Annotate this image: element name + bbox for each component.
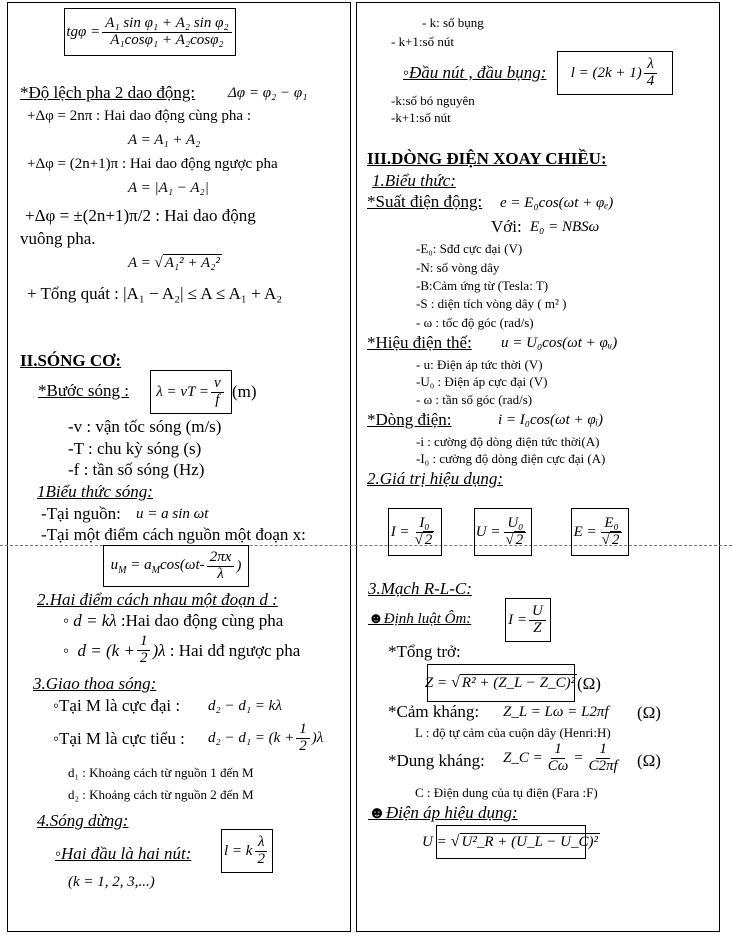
- general-condition: + Tổng quát : |A₁ − A₂| ≤ A ≤ A₁ + A₂: [27, 284, 283, 303]
- two-points-anti-phase: ◦ d = (k + $\frac{1}{2}$ )λ : Hai dđ ngược pha: [63, 633, 301, 666]
- omega-def: - ω : tốc độ góc (rad/s): [416, 315, 534, 330]
- phase-difference-title: *Độ lệch pha 2 dao động:: [20, 83, 196, 102]
- node-antinode-formula-box: l = (2k + 1) $\frac{\lambda}{4}$: [557, 51, 673, 95]
- with-label: Với:: [491, 217, 522, 236]
- S-def: -S : diện tích vòng dây ( m² ): [416, 296, 567, 311]
- section-2-title: II.SÓNG CƠ:: [20, 351, 122, 370]
- velocity-def: -v : vận tốc sóng (m/s): [68, 417, 222, 436]
- wave-at-point-formula-box: $u_M = a_M\cos(\omega t-$ $\frac{2\pi x}{\lambda}$ ): [103, 545, 249, 587]
- anti-phase-text: +Δφ = (2n+1)π : Hai dao động ngược pha: [27, 156, 278, 172]
- wavelength-formula-box: λ = vT = $\frac{v}{f}$: [150, 370, 232, 414]
- frequency-def: -f : tần số sóng (Hz): [68, 460, 205, 479]
- node-antinode-text: ◦Đầu nút , đầu bụng:: [403, 63, 547, 82]
- tan-phase-formula-box: [64, 8, 236, 56]
- with-formula: E₀ = NBSω: [530, 219, 600, 235]
- wavelength-label: *Bước sóng :: [38, 381, 129, 400]
- i-def: -i : cường độ dòng điện tức thời(A): [416, 434, 600, 449]
- at-source-formula: u = a sin ωt: [136, 506, 209, 522]
- d1-def: d₁ : Khoảng cách từ nguồn 1 đến M: [68, 765, 254, 780]
- tan-phase-denominator: A₁cosφ₁ + A₂cosφ₂: [110, 31, 224, 48]
- wave-expression-title: 1Biểu thức sóng:: [37, 482, 153, 501]
- standing-wave-title: 4.Sóng dừng:: [37, 811, 129, 830]
- rms-emf-box: E = $\frac{\text{E₀}}{√ 2}$: [571, 508, 629, 556]
- interference-title: 3.Giao thoa sóng:: [33, 674, 157, 693]
- capacitive-label: *Dung kháng:: [388, 751, 485, 770]
- k-antinode-def: - k: số bụng: [422, 15, 484, 30]
- in-phase-formula: A = A₁ + A₂: [128, 132, 201, 148]
- U0-def: -U₀ : Điện áp cực đại (V): [416, 374, 548, 389]
- emf-label: *Suất điện động:: [367, 192, 483, 211]
- inductive-formula: Z_L = Lω = L2πf: [503, 704, 609, 720]
- anti-phase-formula: A = |A₁ − A₂|: [128, 180, 209, 196]
- rms-voltage-label: ☻Điện áp hiệu dụng:: [368, 803, 518, 822]
- emf-formula: e = E₀cos(ωt + φₑ): [500, 195, 614, 211]
- C-def: C : Điện dung của tụ điện (Fara :F): [415, 785, 598, 800]
- I0-def: -I₀ : cường độ dòng điện cực đại (A): [416, 451, 606, 466]
- expression-title: 1.Biểu thức:: [372, 171, 456, 190]
- k-range: (k = 1, 2, 3,...): [68, 874, 155, 890]
- period-def: -T : chu kỳ sóng (s): [68, 439, 202, 458]
- minimum-text: ◦Tại M là cực tiểu :: [53, 729, 185, 748]
- wavelength-unit: (m): [232, 382, 257, 401]
- impedance-label: *Tổng trở:: [388, 642, 461, 661]
- tan-phase-numerator: A₁ sin φ₁ + A₂ sin φ₂: [102, 16, 231, 33]
- quadrature-text: +Δφ = ±(2n+1)π/2 : Hai dao động: [25, 206, 256, 225]
- current-formula: i = I₀cos(ωt + φᵢ): [498, 412, 604, 428]
- two-points-in-phase: ◦ d = kλ :Hai dao động cùng pha: [63, 611, 284, 630]
- omega-def-2: - ω : tần số góc (rad/s): [416, 392, 533, 407]
- impedance-unit: (Ω): [577, 674, 601, 693]
- phase-difference-formula: Δφ = φ₂ − φ₁: [228, 85, 308, 101]
- tan-phase-lhs: tgφ =: [66, 23, 101, 40]
- N-def: -N: số vòng dây: [416, 260, 500, 275]
- E0-def: -E₀: Sđđ cực đại (V): [416, 241, 523, 256]
- B-def: -B:Cảm ứng từ (Tesla: T): [416, 278, 549, 293]
- maximum-formula: d₂ − d₁ = kλ: [208, 698, 282, 714]
- capacitive-formula: Z_C = $\frac{1}{C\omega}$ = $\frac{1}{C2\pi f}$: [503, 741, 618, 774]
- two-nodes-formula-box: l = k $\frac{\lambda}{2}$: [221, 829, 273, 873]
- two-points-title: 2.Hai điểm cách nhau một đoạn d :: [37, 590, 278, 609]
- d2-def: d₂ : Khoảng cách từ nguồn 2 đến M: [68, 787, 254, 802]
- rlc-title: 3.Mạch R-L-C:: [368, 579, 472, 598]
- current-label: *Dòng điện:: [367, 410, 452, 429]
- inductive-label: *Cảm kháng:: [388, 702, 480, 721]
- rms-title: 2.Giá trị hiệu dụng:: [367, 469, 503, 488]
- two-nodes-text: ◦Hai đầu là hai nút:: [55, 844, 192, 863]
- inductive-unit: (Ω): [637, 703, 661, 722]
- tan-phase-fraction: [102, 16, 231, 49]
- k1-node-def: - k+1:số nút: [391, 34, 454, 49]
- L-def: L : độ tự cảm của cuộn dây (Henri:H): [415, 725, 611, 740]
- ohm-label: ☻Định luật Ôm:: [368, 611, 472, 627]
- ohm-formula-box: I = $\frac{U}{Z}$: [505, 598, 551, 642]
- capacitive-unit: (Ω): [637, 751, 661, 770]
- section-3-title: III.DÒNG ĐIỆN XOAY CHIỀU:: [367, 149, 607, 168]
- voltage-label: *Hiệu điện thế:: [367, 333, 472, 352]
- voltage-formula: u = U₀cos(ωt + φᵤ): [501, 335, 618, 351]
- in-phase-text: +Δφ = 2nπ : Hai dao động cùng pha :: [27, 108, 252, 124]
- at-source-text: -Tại nguồn:: [41, 504, 121, 523]
- u-def: - u: Điện áp tức thời (V): [416, 357, 543, 372]
- quadrature-text-2: vuông pha.: [20, 229, 96, 248]
- at-point-text: -Tại một điểm cách nguồn một đoạn x:: [41, 525, 306, 544]
- rms-current-box: I = $\frac{\text{I₀}}{√ 2}$: [388, 508, 442, 556]
- quadrature-formula: A = √ A₁² + A₂²: [128, 255, 220, 271]
- maximum-text: ◦Tại M là cực đại :: [53, 696, 181, 715]
- k1-node-def-2: -k+1:số nút: [391, 110, 451, 125]
- rms-voltage-formula-box: U = √ U²_R + (U_L − U_C)²: [436, 825, 586, 859]
- minimum-formula: d₂ − d₁ = (k + $\frac{1}{2}$ )λ: [208, 721, 324, 754]
- impedance-formula-box: Z = √ R² + (Z_L − Z_C)²: [427, 664, 575, 702]
- rms-voltage-box: U = $\frac{\text{U₀}}{√ 2}$: [474, 508, 532, 556]
- k-half-def: -k:số bó nguyên: [391, 93, 475, 108]
